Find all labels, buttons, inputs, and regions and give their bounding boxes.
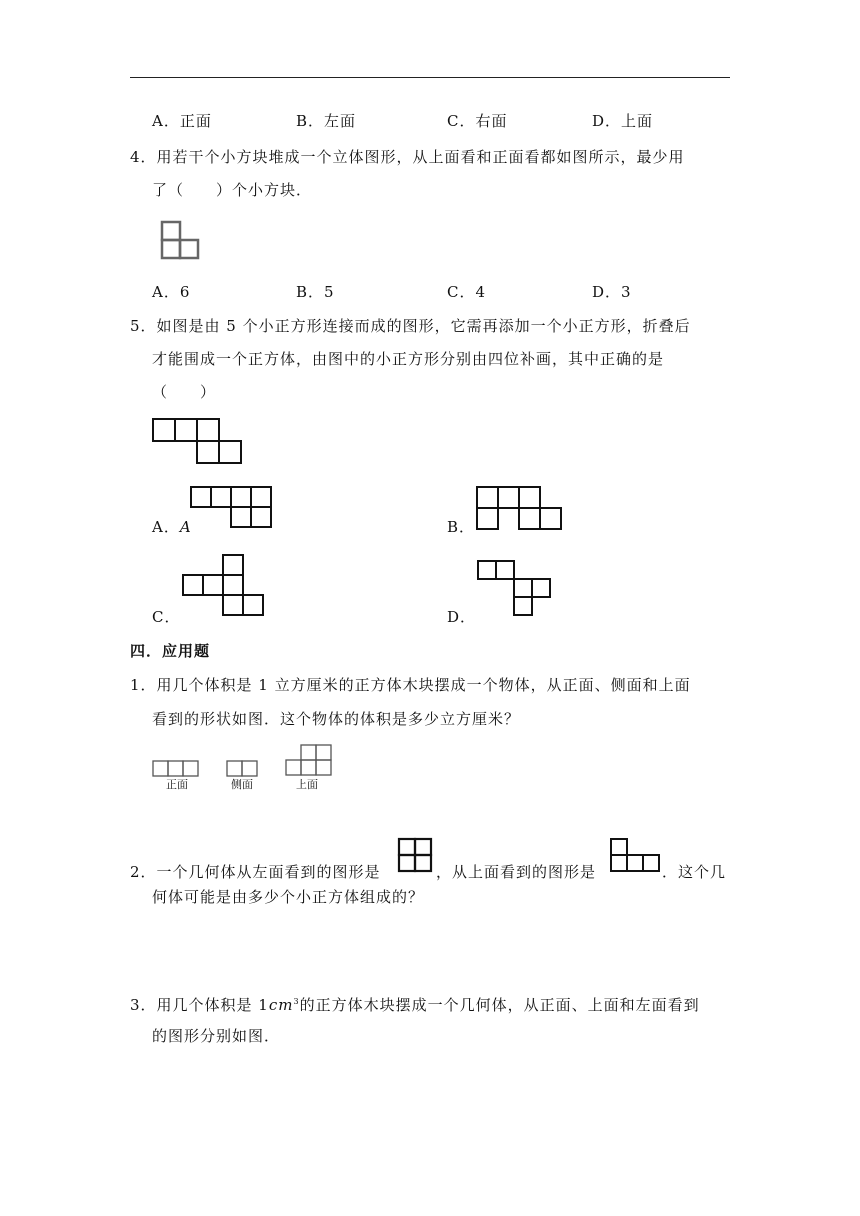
app2-text-part3: ．这个几: [662, 863, 727, 881]
app2-left-view-figure: [398, 838, 434, 874]
app2-text-part1: 2．一个几何体从左面看到的图形是: [130, 863, 381, 881]
q5-option-c-figure: [182, 554, 268, 618]
app1-text-line2: 看到的形状如图．这个物体的体积是多少立方厘米？: [152, 710, 521, 728]
app1-side-view-figure: [226, 760, 262, 778]
q4-option-d[interactable]: D．3: [592, 283, 632, 301]
q5-text-line3: （ ）: [152, 383, 217, 401]
q4-option-a[interactable]: A．6: [152, 283, 191, 301]
app2-top-view-figure: [610, 838, 662, 874]
q5-option-b[interactable]: B．: [447, 518, 476, 536]
q3-option-d[interactable]: D．上面: [592, 112, 654, 130]
q4-text-line2: 了（ ）个小方块．: [152, 181, 313, 199]
q5-option-b-figure: [476, 486, 566, 530]
q5-option-d-figure: [477, 560, 557, 620]
q5-text-line1: 5．如图是由 5 个小正方形连接而成的图形，它需再添加一个小正方形，折叠后: [130, 317, 691, 335]
app1-text-line1: 1．用几个体积是 1 立方厘米的正方体木块摆成一个物体，从正面、侧面和上面: [130, 676, 691, 694]
q5-option-d[interactable]: D．: [447, 608, 477, 626]
app2-text-part2: ，从上面看到的图形是: [436, 863, 597, 881]
app1-front-view-label: 正面: [166, 778, 188, 791]
q5-option-c[interactable]: C．: [152, 608, 181, 626]
app2-text-line2: 何体可能是由多少个小正方体组成的？: [152, 888, 425, 906]
q5-option-a-figure: [190, 486, 276, 528]
app1-top-view-figure: [285, 744, 335, 778]
q5-option-a[interactable]: A．A: [152, 518, 192, 536]
app1-top-view-label: 上面: [296, 778, 318, 791]
q5-text-line2: 才能围成一个正方体，由图中的小正方形分别由四位补画，其中正确的是: [152, 350, 665, 368]
q3-option-c[interactable]: C．右面: [447, 112, 508, 130]
section-title-applications: 四．应用题: [130, 642, 211, 660]
q4-option-c[interactable]: C．4: [447, 283, 487, 301]
q4-figure: [160, 220, 202, 262]
q3-option-b[interactable]: B．左面: [296, 112, 357, 130]
app3-text-line1: 3．用几个体积是 $1cm^3$的正方体木块摆成一个几何体，从正面、上面和左面看到: [130, 996, 700, 1014]
app1-side-view-label: 侧面: [231, 778, 253, 791]
q4-text-line1: 4．用若干个小方块堆成一个立体图形，从上面看和正面看都如图所示，最少用: [130, 148, 685, 166]
q4-option-b[interactable]: B．5: [296, 283, 335, 301]
header-rule: [130, 77, 730, 78]
q5-main-figure: [152, 418, 244, 466]
app1-front-view-figure: [152, 760, 202, 778]
q3-option-a[interactable]: A．正面: [152, 112, 212, 130]
app3-text-line2: 的图形分别如图．: [152, 1027, 281, 1045]
